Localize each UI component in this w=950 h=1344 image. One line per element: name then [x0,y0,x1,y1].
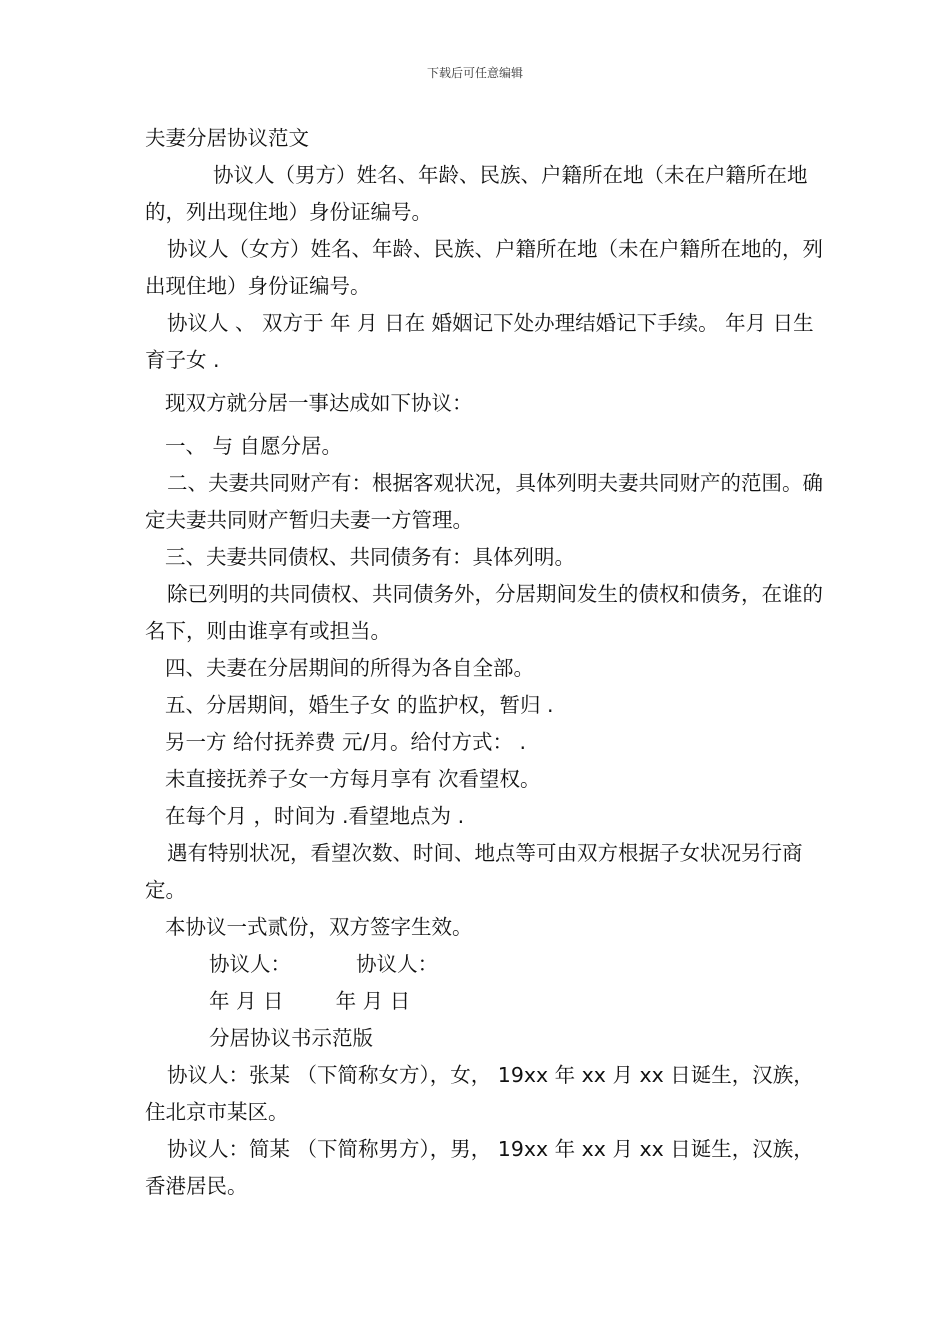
paragraph: 遇有特别状况，看望次数、时间、地点等可由双方根据子女状况另行商定。 [145,841,803,902]
paragraph: 协议人（女方）姓名、年龄、民族、户籍所在地（未在户籍所在地的，列出现住地）身份证编号。 [145,237,823,298]
document-title: 夫妻分居协议范文 [145,126,309,150]
paragraph: 协议人：张某 （下简称女方），女， 19xx 年 xx 月 xx 日诞生，汉族，住北京市某区。 [145,1063,814,1124]
paragraph: 协议人：简某 （下简称男方），男， 19xx 年 xx 月 xx 日诞生，汉族，香港居民。 [145,1137,814,1198]
paragraph: 四、夫妻在分居期间的所得为各自全部。 [165,656,534,680]
paragraph: 本协议一式贰份，双方签字生效。 [165,915,473,939]
paragraph: 协议人 、 双方于 年 月 日在 婚姻记下处办理结婚记下手续。 年月 日生育子女 . [145,311,814,372]
paragraph: 未直接抚养子女一方每月享有 次看望权。 [165,767,541,791]
paragraph: 现双方就分居一事达成如下协议： [165,391,473,415]
document-body [145,120,825,1205]
section-title: 分居协议书示范版 [209,1026,373,1050]
paragraph: 一、 与 自愿分居。 [165,434,343,458]
page-header: 下载后可任意编辑 [426,66,523,80]
signature-line: 协议人： 协议人： [209,952,439,976]
paragraph: 除已列明的共同债权、共同债务外，分居期间发生的债权和债务，在谁的名下，则由谁享有或担当。 [145,582,823,643]
paragraph: 在每个月 ，时间为 .看望地点为 . [165,804,465,828]
paragraph: 二、夫妻共同财产有：根据客观状况，具体列明夫妻共同财产的范围。确定夫妻共同财产暂归夫妻一方管理。 [145,471,823,532]
paragraph: 三、夫妻共同债权、共同债务有：具体列明。 [165,545,575,569]
date-line: 年 月 日 年 月 日 [209,989,411,1013]
paragraph: 协议人（男方）姓名、年龄、民族、户籍所在地（未在户籍所在地的，列出现住地）身份证编号。 [145,163,808,224]
paragraph: 另一方 给付抚养费 元/月。给付方式： . [165,730,526,754]
paragraph: 五、分居期间，婚生子女 的监护权，暂归 . [165,693,554,717]
